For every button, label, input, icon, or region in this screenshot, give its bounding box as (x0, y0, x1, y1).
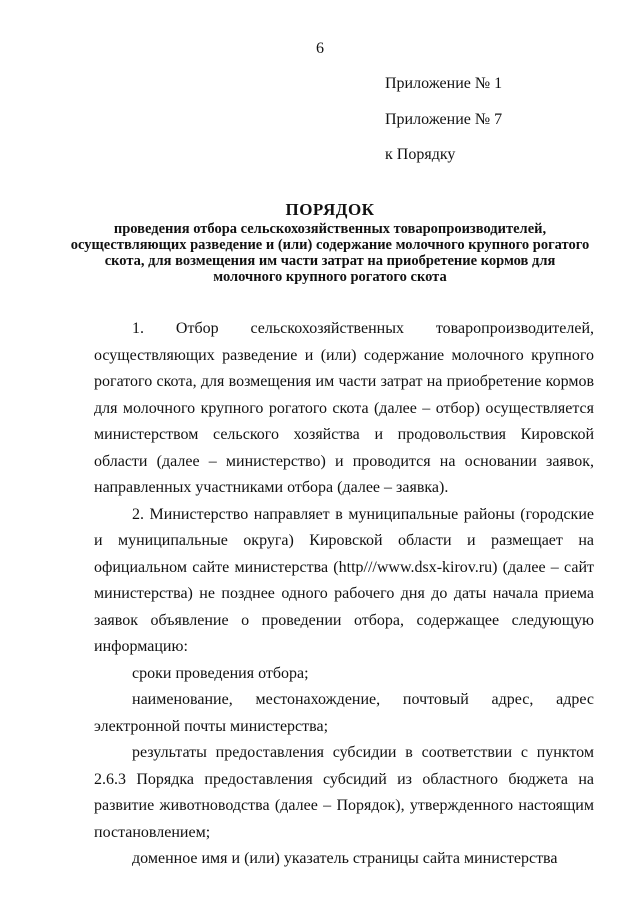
appendix-line-1: Приложение № 1 (385, 75, 503, 92)
document-title: ПОРЯДОК (285, 200, 375, 219)
document-subtitle: проведения отбора сельскохозяйственных товаропроизводителей, осуществляющих разведение и (или) содержание молочного крупного рогатого скота, для возмещения им части затрат на приобретение кормов для молочного крупного рогатого скота (70, 221, 590, 285)
paragraph-1: 1. Отбор сельскохозяйственных товаропроизводителей, осуществляющих разведение и (или) содержание молочного крупного рогатого скота, для возмещения им части затрат на приобретение кормов для молочного крупного рогатого скота (далее – отбор) осуществляется министерством сельского хозяйства и продовольствия Кировской области (далее – министерство) и проводится на основании заявок, направленных участниками отбора (далее – заявка). (94, 320, 594, 496)
paragraph-3: сроки проведения отбора; (132, 664, 309, 682)
title-block (70, 200, 590, 285)
paragraph-2: 2. Министерство направляет в муниципальные районы (городские и муниципальные округа) Кировской области и размещает на официальном сайте министерства (http///www.dsx-kirov.ru) (далее – сайт министерства) не позднее одного рабочего дня до даты начала приема заявок объявление о проведении отбора, содержащее следующую информацию: (94, 505, 594, 655)
paragraph-4: наименование, местонахождение, почтовый адрес, адрес электронной почты министерства; (94, 691, 594, 735)
appendix-line-3: к Порядку (385, 146, 456, 163)
page-number: 6 (316, 40, 324, 57)
document-body (94, 316, 594, 873)
paragraph-5: результаты предоставления субсидии в соответствии с пунктом 2.6.3 Порядка предоставления субсидий из областного бюджета на развитие животноводства (далее – Порядок), утвержденного настоящим постановлением; (94, 744, 594, 841)
paragraph-6: доменное имя и (или) указатель страницы сайта министерства (132, 850, 558, 867)
appendix-line-2: Приложение № 7 (385, 111, 503, 128)
